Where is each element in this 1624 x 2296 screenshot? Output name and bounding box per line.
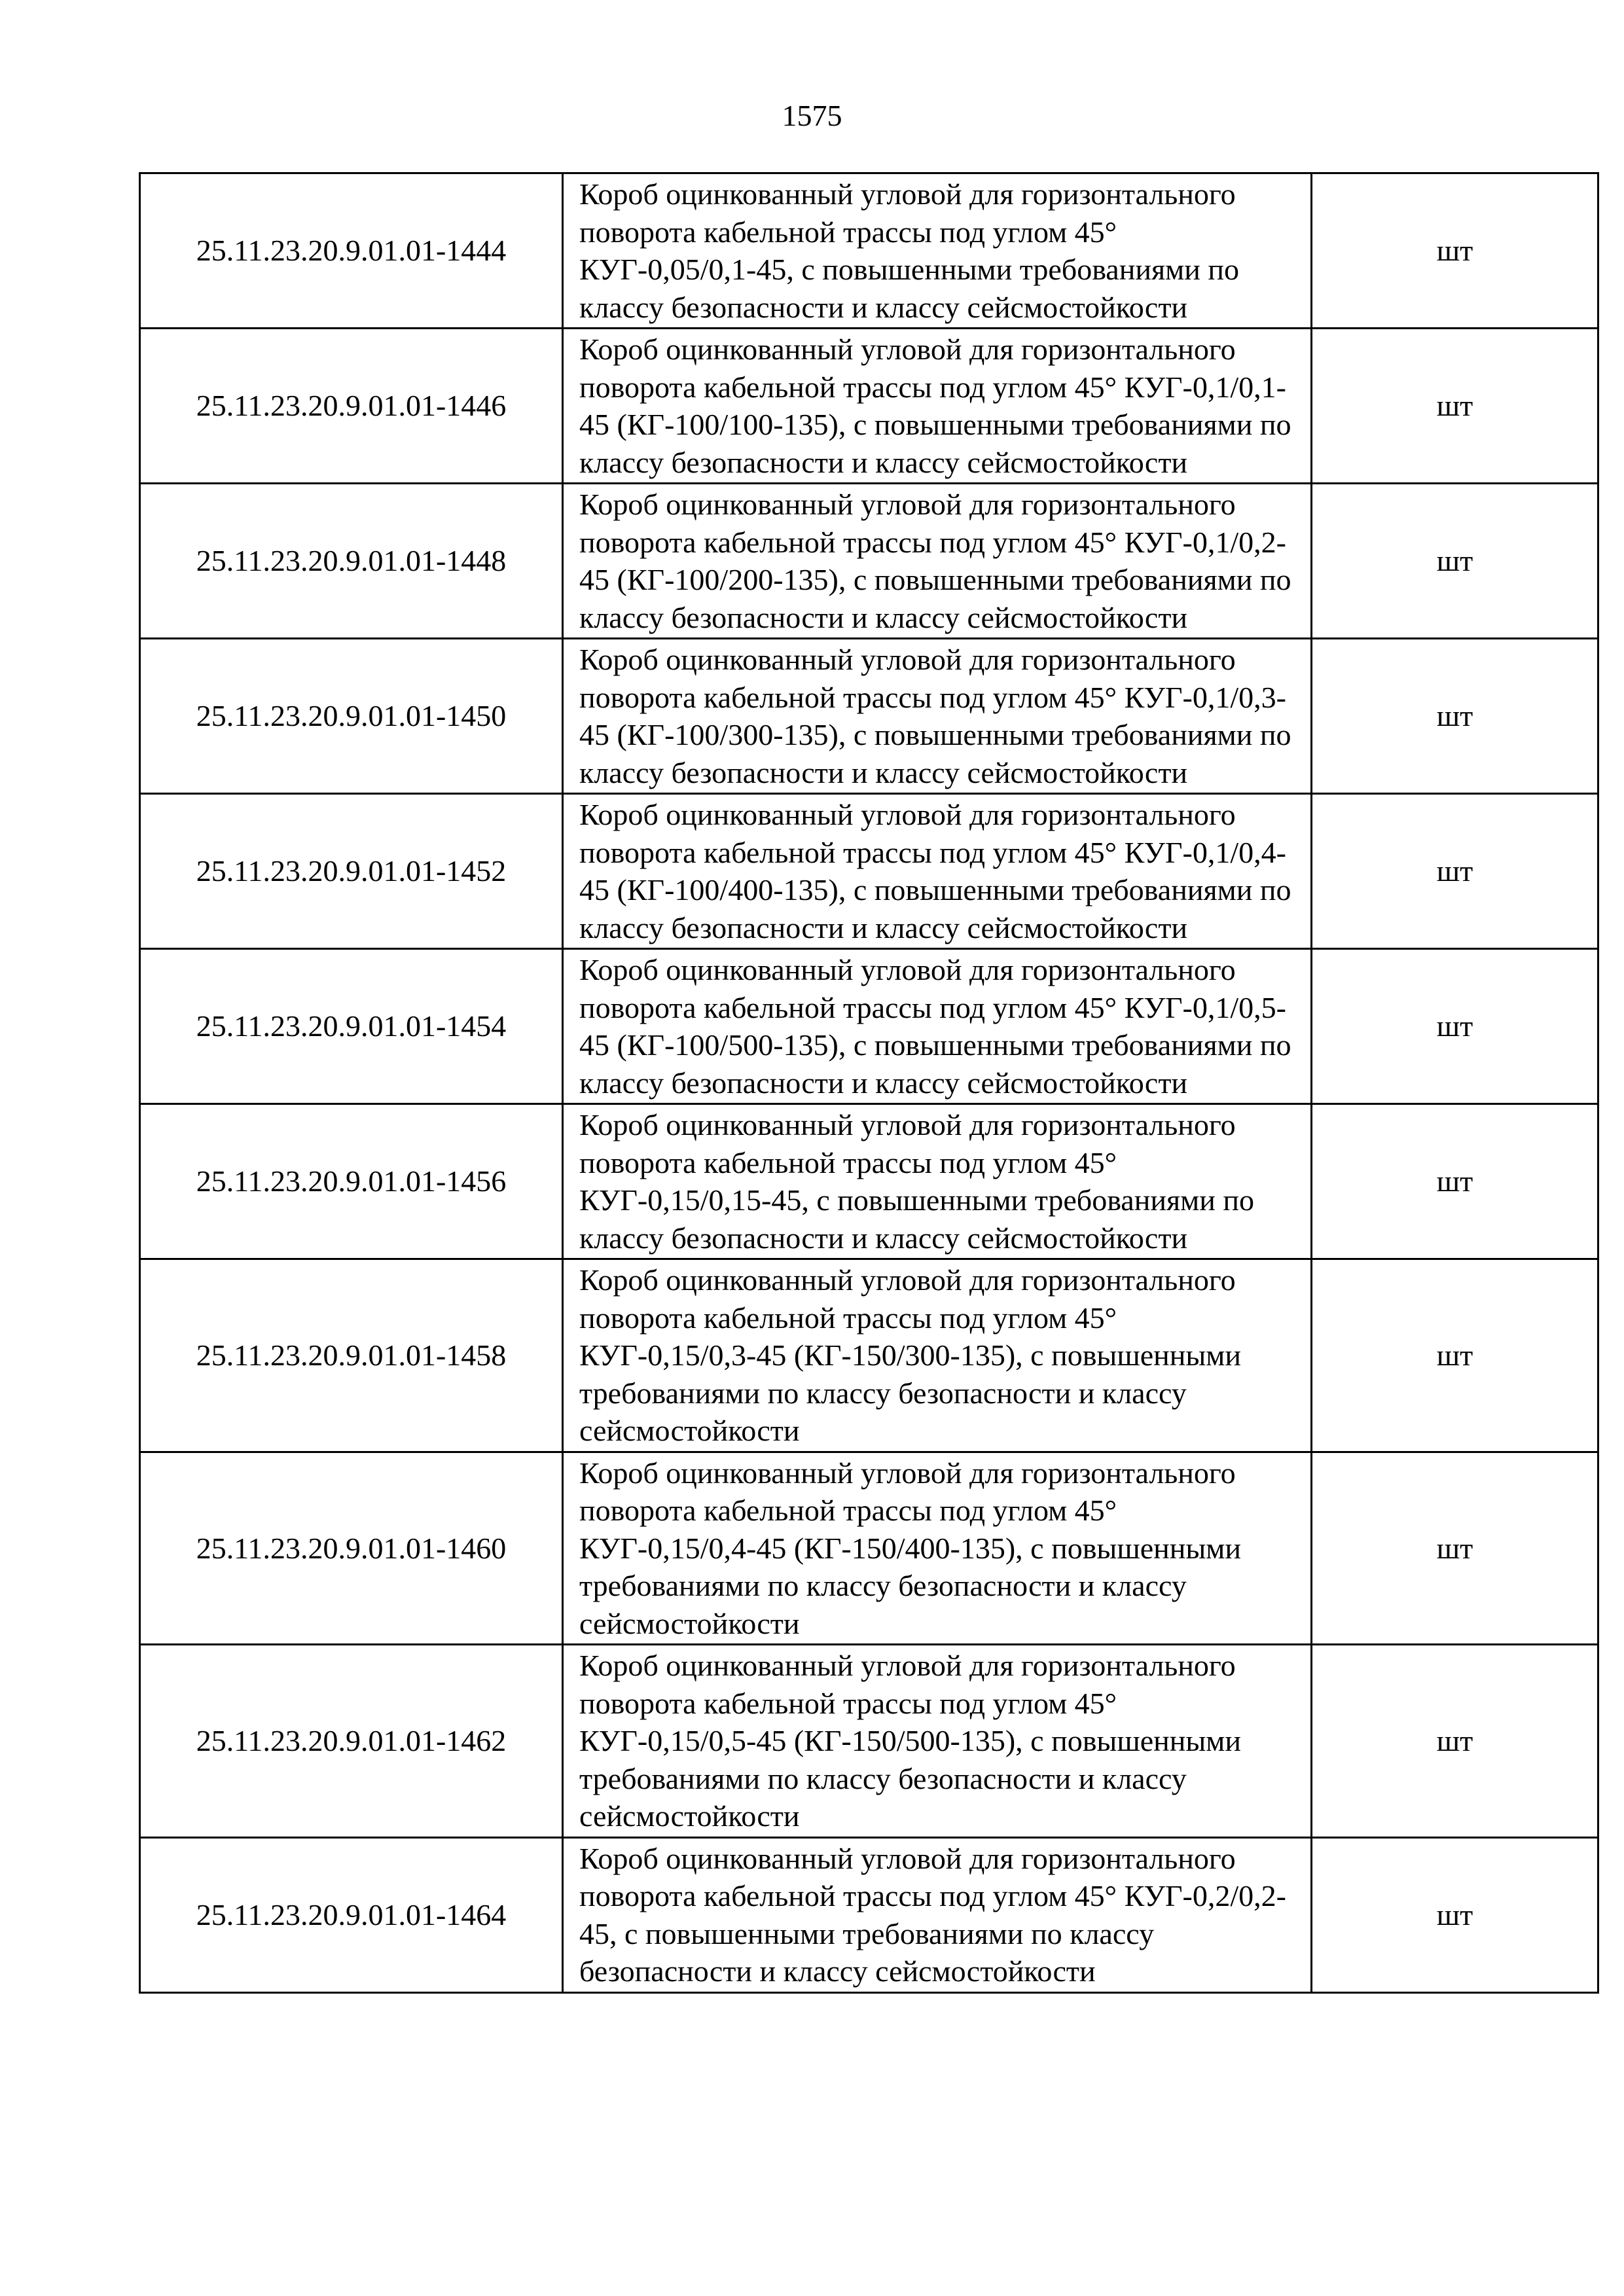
item-description: Короб оцинкованный угловой для горизонтального поворота кабельной трассы под углом 45° КУГ-0,1/0,5-45 (КГ-100/500-135), с повышенными требованиями по классу безопасности и классу сейсмостойкости <box>563 949 1312 1104</box>
item-code: 25.11.23.20.9.01.01-1452 <box>140 794 563 949</box>
item-unit: шт <box>1312 329 1598 484</box>
item-unit: шт <box>1312 1837 1598 1992</box>
table-row <box>140 173 1598 329</box>
item-description: Короб оцинкованный угловой для горизонтального поворота кабельной трассы под углом 45° КУГ-0,15/0,5-45 (КГ-150/500-135), с повышенными требованиями по классу безопасности и классу сейсмостойкости <box>563 1645 1312 1838</box>
item-description: Короб оцинкованный угловой для горизонтального поворота кабельной трассы под углом 45° КУГ-0,05/0,1-45, с повышенными требованиями по классу безопасности и классу сейсмостойкости <box>563 173 1312 329</box>
item-code: 25.11.23.20.9.01.01-1444 <box>140 173 563 329</box>
table-row <box>140 1645 1598 1838</box>
item-description: Короб оцинкованный угловой для горизонтального поворота кабельной трассы под углом 45° КУГ-0,15/0,15-45, с повышенными требованиями по классу безопасности и классу сейсмостойкости <box>563 1104 1312 1259</box>
table-row <box>140 1837 1598 1992</box>
table-row <box>140 794 1598 949</box>
item-unit: шт <box>1312 1452 1598 1645</box>
item-code: 25.11.23.20.9.01.01-1464 <box>140 1837 563 1992</box>
table-row <box>140 329 1598 484</box>
item-description: Короб оцинкованный угловой для горизонтального поворота кабельной трассы под углом 45° КУГ-0,15/0,3-45 (КГ-150/300-135), с повышенными требованиями по классу безопасности и классу сейсмостойкости <box>563 1259 1312 1452</box>
item-unit: шт <box>1312 639 1598 794</box>
table-row <box>140 484 1598 639</box>
item-code: 25.11.23.20.9.01.01-1462 <box>140 1645 563 1838</box>
item-code: 25.11.23.20.9.01.01-1456 <box>140 1104 563 1259</box>
item-code: 25.11.23.20.9.01.01-1454 <box>140 949 563 1104</box>
item-unit: шт <box>1312 1104 1598 1259</box>
item-unit: шт <box>1312 949 1598 1104</box>
catalog-table <box>139 172 1599 1994</box>
item-unit: шт <box>1312 484 1598 639</box>
table-row <box>140 949 1598 1104</box>
item-code: 25.11.23.20.9.01.01-1458 <box>140 1259 563 1452</box>
table-row <box>140 1259 1598 1452</box>
item-code: 25.11.23.20.9.01.01-1450 <box>140 639 563 794</box>
item-unit: шт <box>1312 1645 1598 1838</box>
item-description: Короб оцинкованный угловой для горизонтального поворота кабельной трассы под углом 45° КУГ-0,2/0,2-45, с повышенными требованиями по классу безопасности и классу сейсмостойкости <box>563 1837 1312 1992</box>
item-code: 25.11.23.20.9.01.01-1460 <box>140 1452 563 1645</box>
page-number: 1575 <box>782 99 842 132</box>
item-description: Короб оцинкованный угловой для горизонтального поворота кабельной трассы под углом 45° КУГ-0,1/0,3-45 (КГ-100/300-135), с повышенными требованиями по классу безопасности и классу сейсмостойкости <box>563 639 1312 794</box>
item-code: 25.11.23.20.9.01.01-1446 <box>140 329 563 484</box>
item-description: Короб оцинкованный угловой для горизонтального поворота кабельной трассы под углом 45° КУГ-0,1/0,4-45 (КГ-100/400-135), с повышенными требованиями по классу безопасности и классу сейсмостойкости <box>563 794 1312 949</box>
item-description: Короб оцинкованный угловой для горизонтального поворота кабельной трассы под углом 45° КУГ-0,15/0,4-45 (КГ-150/400-135), с повышенными требованиями по классу безопасности и классу сейсмостойкости <box>563 1452 1312 1645</box>
item-unit: шт <box>1312 1259 1598 1452</box>
table-row <box>140 1452 1598 1645</box>
table-row <box>140 639 1598 794</box>
table-row <box>140 1104 1598 1259</box>
item-description: Короб оцинкованный угловой для горизонтального поворота кабельной трассы под углом 45° КУГ-0,1/0,2-45 (КГ-100/200-135), с повышенными требованиями по классу безопасности и классу сейсмостойкости <box>563 484 1312 639</box>
item-code: 25.11.23.20.9.01.01-1448 <box>140 484 563 639</box>
item-unit: шт <box>1312 794 1598 949</box>
item-description: Короб оцинкованный угловой для горизонтального поворота кабельной трассы под углом 45° КУГ-0,1/0,1-45 (КГ-100/100-135), с повышенными требованиями по классу безопасности и классу сейсмостойкости <box>563 329 1312 484</box>
item-unit: шт <box>1312 173 1598 329</box>
